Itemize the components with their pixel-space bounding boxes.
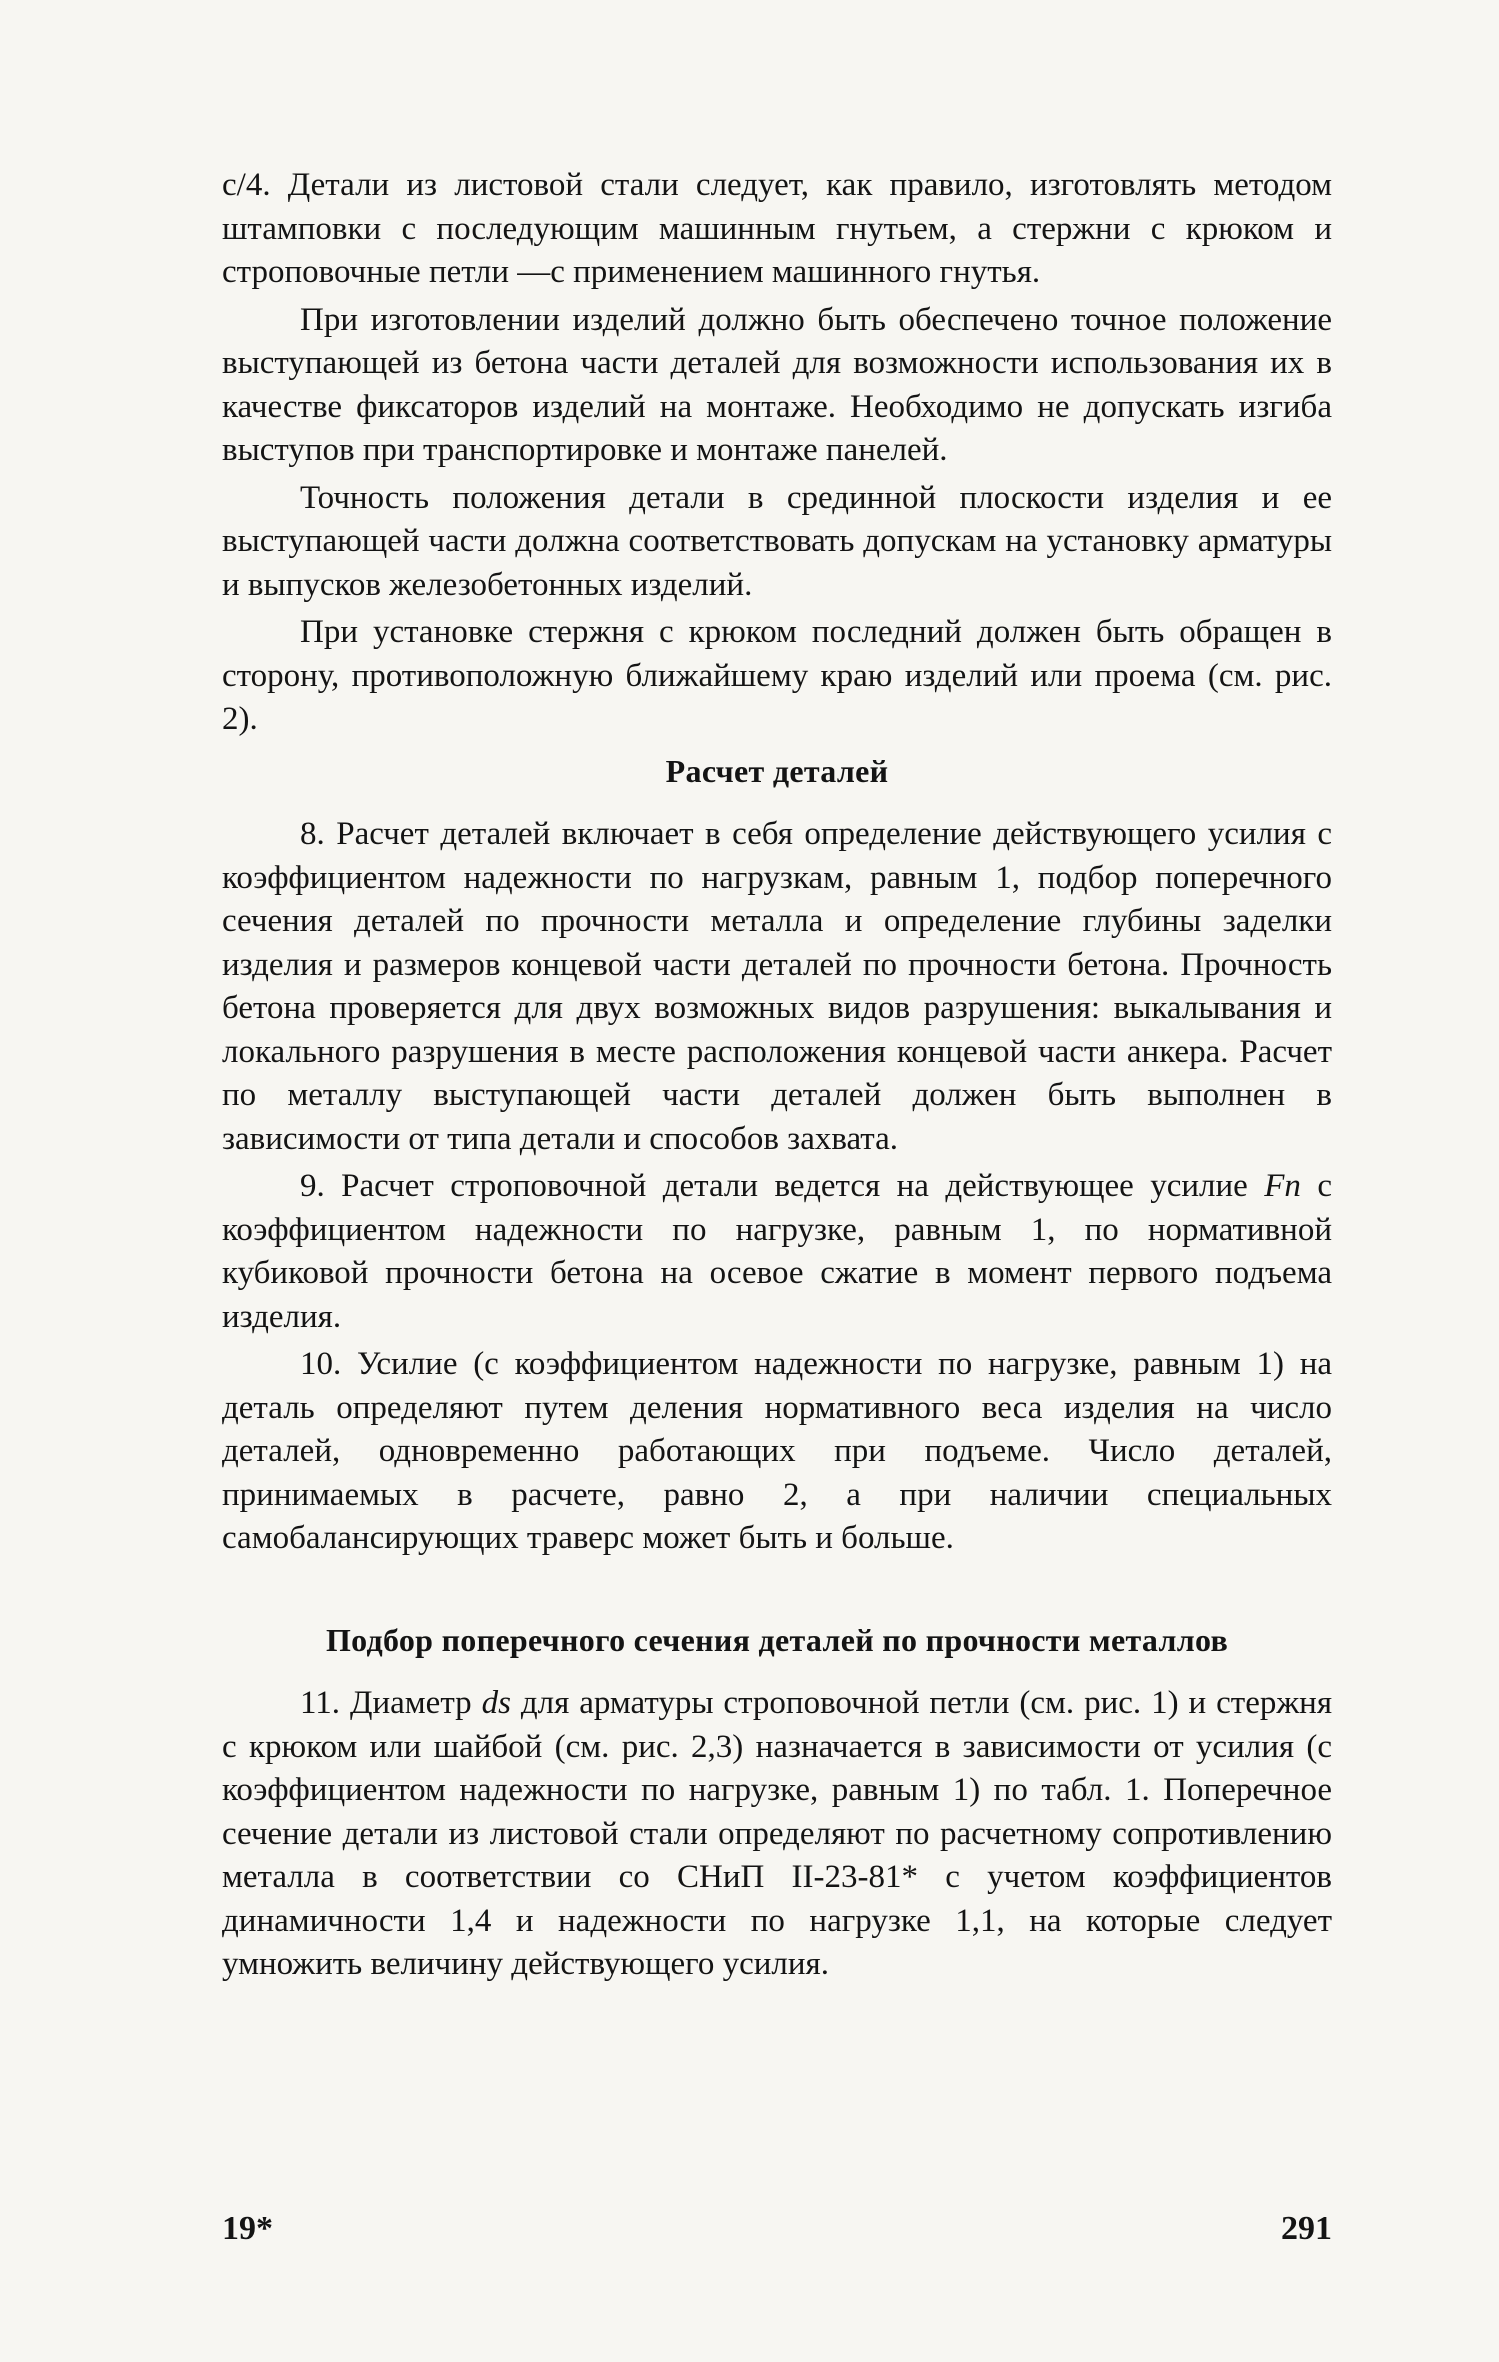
paragraph-positioning: При изготовлении изделий должно быть обеспечено точное положение выступающей из бетона части деталей для возможности использования их в качестве фиксаторов изделий на монтаже. Необходимо не допускать изгиба выступов при транспортировке и монтаже панелей. [222, 301, 1332, 468]
paragraph-item-10: 10. Усилие (с коэффициентом надежности по нагрузке, равным 1) на деталь определяют путем деления нормативного веса изделия на число деталей, одновременно работающих при подъеме. Число деталей, принимаемых в расчете, равно 2, а при наличии специальных самобалансирующих траверс может быть и больше. [222, 1346, 1332, 1556]
page-body [222, 164, 1332, 1987]
item-11-rest: для арматуры строповочной петли (см. рис. 1) и стержня с крюком или шайбой (см. рис. 2,3) назначается в зависимости от усилия (с коэффициентом надежности по нагрузке, равным 1) по табл. 1. Поперечное сечение детали из листовой стали определяют по расчетному сопротивлению металла в соответствии со СНиП II-23-81* с учетом коэффициентов динамичности 1,4 и надежности по нагрузке 1,1, на которые следует умножить величину действующего усилия. [222, 1685, 1332, 1982]
paragraph-accuracy: Точность положения детали в срединной плоскости изделия и ее выступающей части должна соответствовать допускам на установку арматуры и выпусков железобетонных изделий. [222, 479, 1332, 603]
paragraph-item-11 [222, 1682, 1332, 1987]
section-heading-cross-section: Подбор поперечного сечения деталей по прочности металлов [325, 1621, 1229, 1658]
signature-mark: 19* [222, 2210, 273, 2247]
item-9-rest: с коэффициентом надежности по нагрузке, равным 1, по нормативной кубиковой прочности бетона на осевое сжатие в момент первого подъема изделия. [222, 1168, 1332, 1335]
paragraph-item-9 [222, 1165, 1332, 1339]
paragraph-intro: c/4. Детали из листовой стали следует, как правило, изготовлять методом штамповки с последующим машинным гнутьем, а стержни с крюком и строповочные петли —с применением машинного гнутья. [222, 167, 1332, 290]
force-symbol: Fn [1264, 1168, 1301, 1204]
diameter-symbol: ds [481, 1685, 511, 1721]
paragraph-item-8: 8. Расчет деталей включает в себя определение действующего усилия с коэффициентом надежности по нагрузкам, равным 1, подбор поперечного сечения деталей по прочности металла и определение глубины заделки изделия и размеров концевой части деталей по прочности бетона. Прочность бетона проверяется для двух возможных видов разрушения: выкалывания и локального разрушения в месте расположения концевой части анкера. Расчет по металлу выступающей части деталей должен быть выполнен в зависимости от типа детали и способов захвата. [222, 816, 1332, 1157]
section-heading-calculation: Расчет деталей [665, 752, 889, 789]
item-9-start: 9. Расчет строповочной детали ведется на действующее усилие [300, 1168, 1265, 1204]
page-number: 291 [1281, 2210, 1332, 2247]
item-11-start: 11. Диаметр [300, 1685, 482, 1721]
paragraph-hook-rod: При установке стержня с крюком последний должен быть обращен в сторону, противоположную ближайшему краю изделий или проема (см. рис. 2). [222, 614, 1332, 737]
